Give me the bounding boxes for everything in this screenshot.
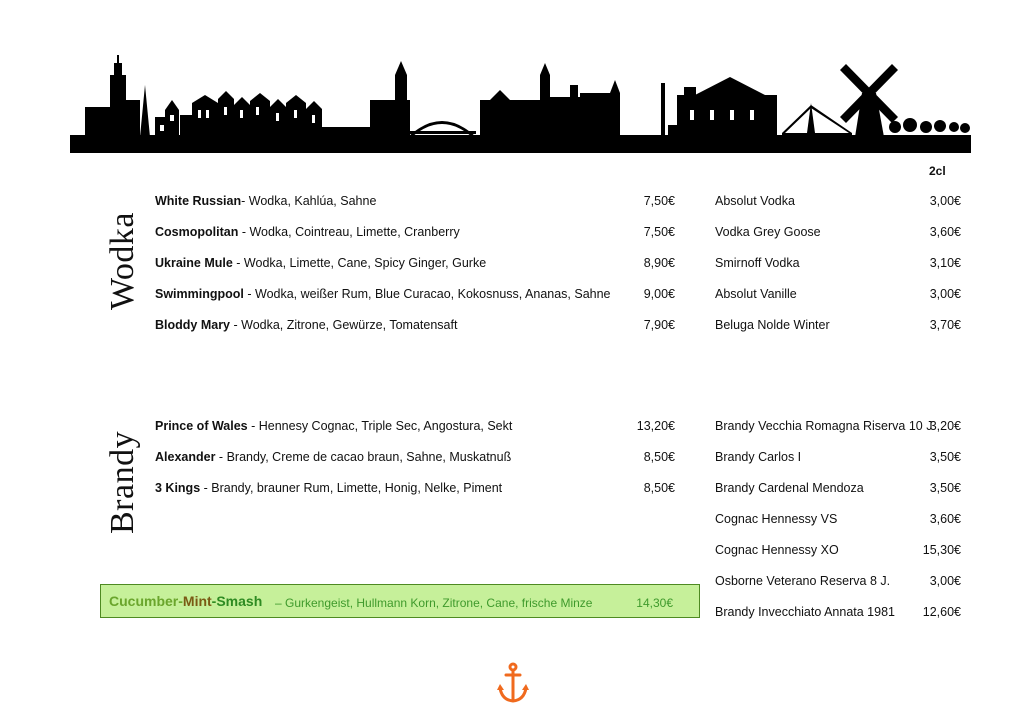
cocktail-name: Bloddy Mary (155, 318, 231, 332)
cocktail-name: Prince of Wales (155, 419, 248, 433)
special-cocktail-price: 14,30€ (636, 596, 673, 610)
city-skyline-silhouette (70, 55, 971, 153)
cocktail-description: Wodka, Kahlúa, Sahne (248, 194, 377, 208)
shot-name: Cognac Hennessy XO (715, 543, 839, 557)
cocktail-description: Wodka, Cointreau, Limette, Cranberry (249, 225, 460, 239)
cocktail-item (155, 256, 486, 270)
shot-name: Brandy Invecchiato Annata 1981 (715, 605, 895, 619)
cocktail-separator: - (243, 287, 255, 301)
cocktail-price: 8,50€ (643, 450, 675, 464)
cocktail-separator: - (247, 419, 259, 433)
cocktail-name: Swimmingpool (155, 287, 244, 301)
cocktail-name: Alexander (155, 450, 216, 464)
cocktail-price: 7,50€ (643, 225, 675, 239)
cocktail-item (155, 419, 512, 433)
shot-price: 3,50€ (929, 481, 961, 495)
special-cocktail-name (109, 593, 262, 609)
shot-name: Brandy Vecchia Romagna Riserva 10 J (715, 419, 933, 433)
section-title-brandy: Brandy (104, 430, 141, 534)
cocktail-description: Brandy, Creme de cacao braun, Sahne, Muskatnuß (226, 450, 512, 464)
shot-price: 3,60€ (929, 225, 961, 239)
price-unit-header: 2cl (929, 164, 946, 178)
special-cocktail-description: – Gurkengeist, Hullmann Korn, Zitrone, Cane, frische Minze (275, 596, 593, 610)
shot-price: 3,00€ (929, 194, 961, 208)
special-name-part-smash: -Smash (211, 593, 263, 609)
cocktail-description: Wodka, Zitrone, Gewürze, Tomatensaft (241, 318, 458, 332)
cocktail-description: Wodka, weißer Rum, Blue Curacao, Kokosnuss, Ananas, Sahne (255, 287, 611, 301)
special-name-part-cucumber: Cucumber- (109, 593, 183, 609)
cocktail-item (155, 318, 457, 332)
cocktail-item (155, 450, 511, 464)
cocktail-name: Cosmopolitan (155, 225, 239, 239)
shot-price: 3,50€ (929, 450, 961, 464)
cocktail-name: 3 Kings (155, 481, 201, 495)
cocktail-price: 8,90€ (643, 256, 675, 270)
special-name-part-mint: Mint (182, 593, 212, 609)
cocktail-price: 7,50€ (643, 194, 675, 208)
cocktail-price: 9,00€ (643, 287, 675, 301)
shot-name: Smirnoff Vodka (715, 256, 800, 270)
shot-price: 3,60€ (929, 512, 961, 526)
cocktail-description: Hennesy Cognac, Triple Sec, Angostura, Sekt (258, 419, 513, 433)
cocktail-separator: - (215, 450, 227, 464)
shot-price: 3,00€ (929, 287, 961, 301)
shot-name: Cognac Hennessy VS (715, 512, 838, 526)
shot-name: Osborne Veterano Reserva 8 J. (715, 574, 891, 588)
shot-price: 3,00€ (929, 574, 961, 588)
cocktail-item (155, 481, 502, 495)
cocktail-description: Wodka, Limette, Cane, Spicy Ginger, Gurke (243, 256, 487, 270)
shot-price: 12,60€ (922, 605, 961, 619)
cocktail-separator: - (200, 481, 212, 495)
cocktail-item (155, 194, 376, 208)
cocktail-price: 8,50€ (643, 481, 675, 495)
shot-price: 3,10€ (929, 256, 961, 270)
shot-name: Absolut Vodka (715, 194, 795, 208)
cocktail-price: 7,90€ (643, 318, 675, 332)
cocktail-description: Brandy, brauner Rum, Limette, Honig, Nelke, Piment (211, 481, 503, 495)
cocktail-separator: - (241, 194, 249, 208)
shot-name: Brandy Carlos I (715, 450, 802, 464)
cocktail-name: Ukraine Mule (155, 256, 233, 270)
special-cocktail-box (100, 584, 700, 618)
shot-name: Vodka Grey Goose (715, 225, 821, 239)
cocktail-separator: - (232, 256, 244, 270)
cocktail-item (155, 287, 611, 301)
shot-name: Brandy Cardenal Mendoza (715, 481, 864, 495)
shot-price: 15,30€ (922, 543, 961, 557)
section-title-wodka: Wodka (104, 212, 141, 310)
shot-name: Absolut Vanille (715, 287, 797, 301)
cocktail-name: White Russian (155, 194, 242, 208)
cocktail-separator: - (230, 318, 242, 332)
cocktail-price: 13,20€ (636, 419, 675, 433)
cocktail-separator: - (238, 225, 250, 239)
shot-price: 3,20€ (929, 419, 961, 433)
cocktail-item (155, 225, 460, 239)
shot-price: 3,70€ (929, 318, 961, 332)
shot-name: Beluga Nolde Winter (715, 318, 830, 332)
anchor-icon (496, 662, 530, 704)
